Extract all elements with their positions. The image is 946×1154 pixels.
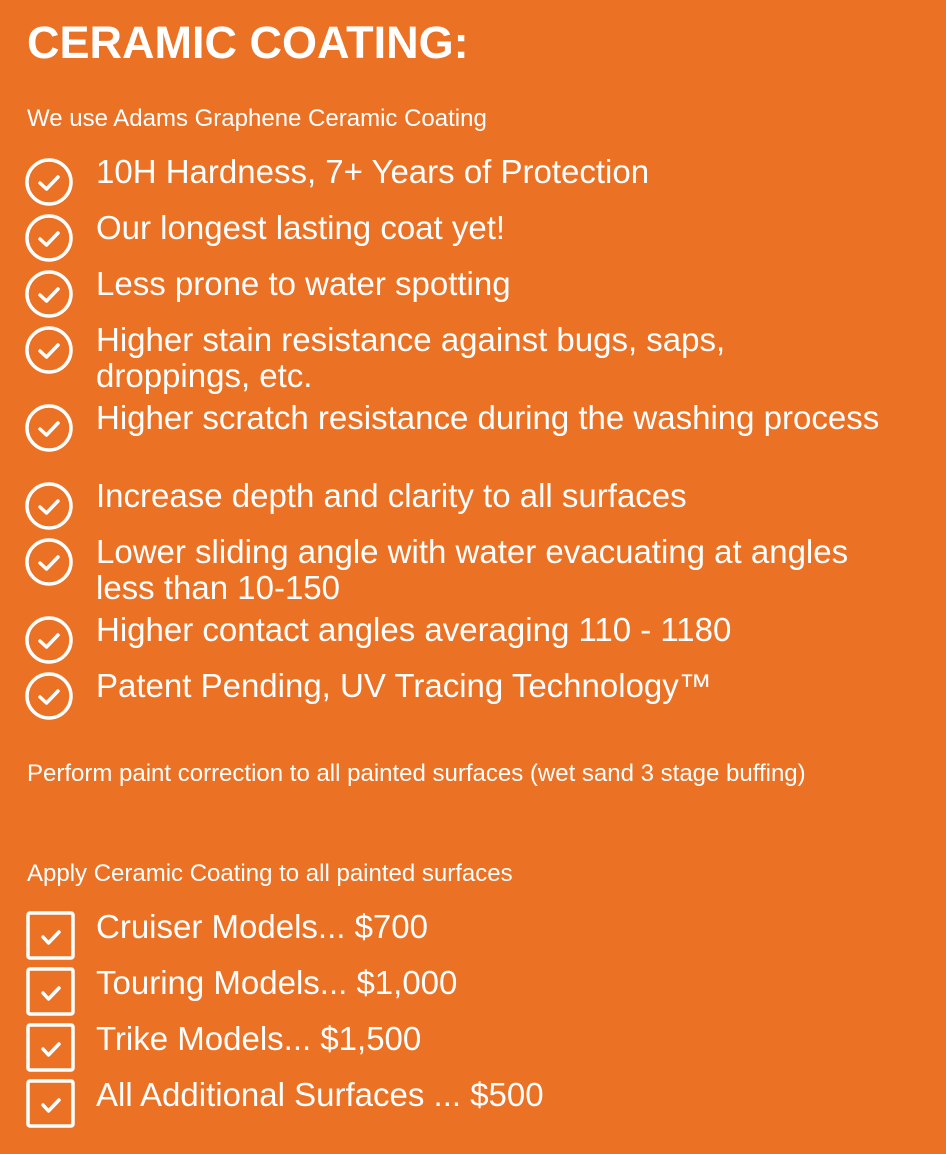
check-circle-icon — [24, 157, 74, 207]
feature-text: Patent Pending, UV Tracing Technology™ — [96, 667, 712, 704]
feature-text: Increase depth and clarity to all surfaces — [96, 477, 687, 514]
feature-text: Higher stain resistance against bugs, saps, droppings, etc. — [96, 321, 726, 394]
checkbox-checked-icon — [26, 1079, 76, 1129]
feature-text: Higher scratch resistance during the washing process — [96, 399, 880, 436]
check-circle-icon — [24, 615, 74, 665]
apply-text: Apply Ceramic Coating to all painted surfaces — [27, 860, 513, 887]
check-circle-icon — [24, 403, 74, 453]
price-text: Trike Models... $1,500 — [96, 1020, 422, 1057]
paint-correction-text: Perform paint correction to all painted surfaces (wet sand 3 stage buffing) — [27, 760, 806, 787]
feature-text: Our longest lasting coat yet! — [96, 209, 506, 246]
price-text: All Additional Surfaces ... $500 — [96, 1076, 544, 1113]
check-circle-icon — [24, 671, 74, 721]
feature-text: Higher contact angles averaging 110 - 1180 — [96, 611, 732, 648]
feature-text: 10H Hardness, 7+ Years of Protection — [96, 153, 650, 190]
check-circle-icon — [24, 481, 74, 531]
price-text: Cruiser Models... $700 — [96, 908, 428, 945]
checkbox-checked-icon — [26, 1023, 76, 1073]
check-circle-icon — [24, 213, 74, 263]
check-circle-icon — [24, 537, 74, 587]
price-text: Touring Models... $1,000 — [96, 964, 458, 1001]
feature-text: Less prone to water spotting — [96, 265, 511, 302]
intro-text: We use Adams Graphene Ceramic Coating — [27, 105, 487, 132]
check-circle-icon — [24, 269, 74, 319]
check-circle-icon — [24, 325, 74, 375]
page-title: CERAMIC COATING: — [27, 17, 469, 68]
feature-text: Lower sliding angle with water evacuating at angles less than 10-150 — [96, 533, 849, 606]
checkbox-checked-icon — [26, 911, 76, 961]
checkbox-checked-icon — [26, 967, 76, 1017]
